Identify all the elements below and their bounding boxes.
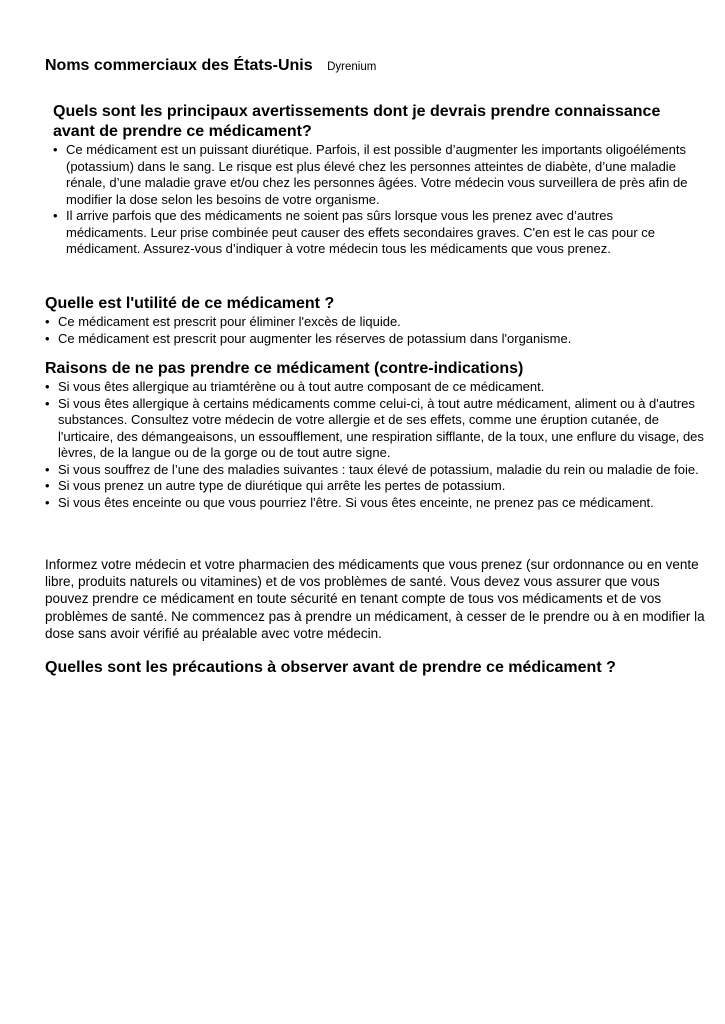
brand-name-value: Dyrenium [327, 61, 377, 73]
warning-item: • Ce médicament est un puissant diurétique. Parfois, il est possible d’augmenter les importants oligoéléments (potassium) dans le sang. Le risque est plus élevé chez les personnes atteintes de diabète, d’une maladie rénale, d’une maladie grave et/ou chez les personnes âgées. Votre médecin vous surveillera de près afin de modifier la dose selon les besoins de votre organisme. [53, 142, 693, 208]
contraindication-item: • Si vous prenez un autre type de diurétique qui arrête les pertes de potassium. [45, 478, 705, 495]
contraindications-list [45, 379, 705, 511]
warnings-heading: Quels sont les principaux avertissements dont je devrais prendre connaissance avant de prendre ce médicament? [53, 103, 661, 140]
usage-list [45, 314, 705, 347]
usage-item: • Ce médicament est prescrit pour augmenter les réserves de potassium dans l'organisme. [45, 331, 705, 348]
usage-heading: Quelle est l'utilité de ce médicament ? [45, 295, 335, 312]
brand-names-label: Noms commerciaux des États-Unis [45, 57, 313, 74]
contraindications-section [45, 359, 705, 511]
inform-doctor-paragraph: Informez votre médecin et votre pharmacien des médicaments que vous prenez (sur ordonnance ou en vente libre, produits naturels ou vitamines) et de vos problèmes de santé. Vous devez vous assurer que vous pouvez prendre ce médicament en toute sécurité en tenant compte de tous vos médicaments et de vos problèmes de santé. Ne commencez pas à prendre un médicament, à cesser de le prendre ou à en modifier la dose sans avoir vérifié au préalable avec votre médecin. [45, 557, 705, 641]
warnings-section [53, 102, 693, 258]
contraindications-heading: Raisons de ne pas prendre ce médicament (contre-indications) [45, 360, 524, 377]
contraindication-item: • Si vous souffrez de l’une des maladies suivantes : taux élevé de potassium, maladie du rein ou maladie de foie. [45, 462, 705, 479]
precautions-section [45, 658, 705, 678]
contraindication-item: • Si vous êtes enceinte ou que vous pourriez l'être. Si vous êtes enceinte, ne prenez pas ce médicament. [45, 495, 705, 512]
contraindication-item: • Si vous êtes allergique au triamtérène ou à tout autre composant de ce médicament. [45, 379, 705, 396]
warnings-list [53, 142, 693, 258]
brand-names-line [45, 57, 376, 75]
precautions-heading: Quelles sont les précautions à observer avant de prendre ce médicament ? [45, 659, 616, 676]
warning-item: • Il arrive parfois que des médicaments ne soient pas sûrs lorsque vous les prenez avec d’autres médicaments. Leur prise combinée peut causer des effets secondaires graves. C'en est le cas pour ce médicament. Assurez-vous d’indiquer à votre médecin tous les médicaments que vous prenez. [53, 208, 693, 258]
usage-section [45, 294, 705, 347]
contraindication-item: • Si vous êtes allergique à certains médicaments comme celui-ci, à tout autre médicament, aliment ou à d'autres substances. Consultez votre médecin de votre allergie et de ses effets, comme une éruption cutanée, de l'urticaire, des démangeaisons, un essoufflement, une respiration sifflante, de la toux, une enflure du visage, des lèvres, de la langue ou de la gorge ou de tout autre signe. [45, 396, 705, 462]
usage-item: • Ce médicament est prescrit pour éliminer l'excès de liquide. [45, 314, 705, 331]
